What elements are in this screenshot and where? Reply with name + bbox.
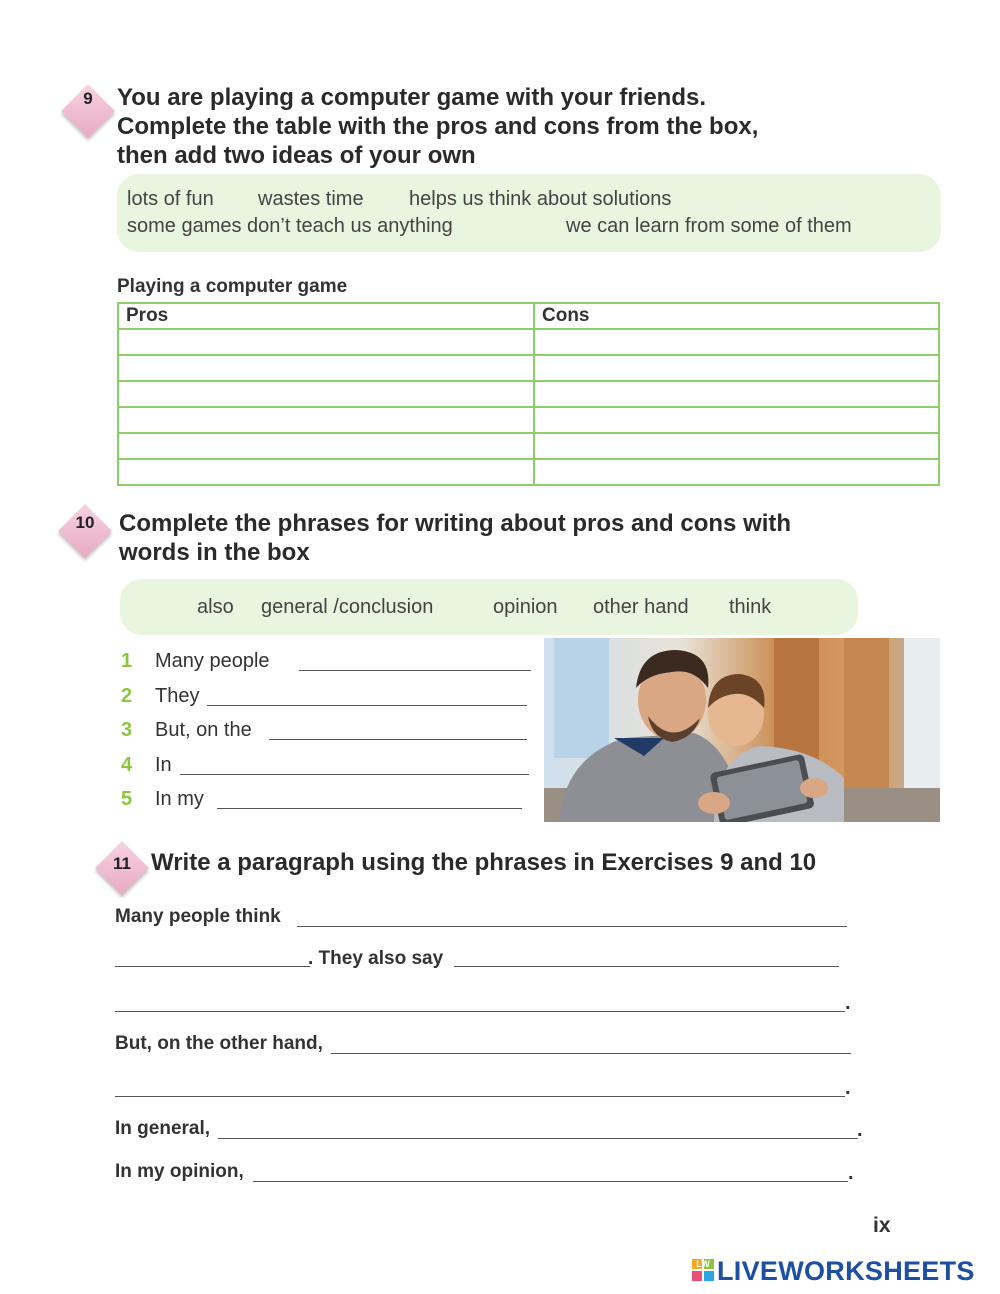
period: . xyxy=(857,1119,863,1141)
table-row xyxy=(118,329,939,355)
cons-cell[interactable] xyxy=(534,329,939,355)
phrase-item xyxy=(121,754,541,780)
cons-cell[interactable] xyxy=(534,407,939,433)
liveworksheets-logo[interactable] xyxy=(692,1256,992,1286)
word-box-item: some games don’t teach us anything xyxy=(127,215,453,237)
word-box-item: other hand xyxy=(593,596,689,618)
word-box-item: we can learn from some of them xyxy=(566,215,852,237)
cons-cell[interactable] xyxy=(534,433,939,459)
pros-cell[interactable] xyxy=(118,329,534,355)
phrase-answer-line[interactable] xyxy=(180,774,529,775)
paragraph-answer-line[interactable] xyxy=(115,1011,845,1012)
paragraph-answer-line[interactable] xyxy=(115,1096,845,1097)
phrase-text: In my xyxy=(155,788,204,810)
period: . xyxy=(845,1077,851,1099)
paragraph-answer-line[interactable] xyxy=(115,966,310,967)
ex9-title xyxy=(117,83,937,170)
phrase-number: 1 xyxy=(121,650,133,672)
ex9-word-box xyxy=(117,174,941,252)
ex10-word-box xyxy=(120,579,858,635)
paragraph-answer-line[interactable] xyxy=(331,1053,851,1054)
cons-cell[interactable] xyxy=(534,459,939,485)
phrase-number: 4 xyxy=(121,754,133,776)
word-box-item: wastes time xyxy=(258,188,364,210)
ex10-title-line: words in the box xyxy=(119,539,310,566)
pros-cell[interactable] xyxy=(118,459,534,485)
table-header-row xyxy=(118,303,939,329)
phrase-number: 5 xyxy=(121,788,133,810)
pros-cons-table xyxy=(117,302,940,486)
pros-cell[interactable] xyxy=(118,433,534,459)
pros-header: Pros xyxy=(118,303,534,329)
table-row xyxy=(118,355,939,381)
table-caption: Playing a computer game xyxy=(117,276,348,297)
paragraph-prompt: Many people think xyxy=(115,906,281,927)
phrase-number: 2 xyxy=(121,685,133,707)
table-row xyxy=(118,407,939,433)
ex11-title: Write a paragraph using the phrases in Exercises 9 and 10 xyxy=(151,849,817,876)
ex10-badge xyxy=(57,503,113,559)
ex9-title-line: You are playing a computer game with your friends. xyxy=(117,84,707,111)
table-row xyxy=(118,381,939,407)
phrase-text: In xyxy=(155,754,172,776)
cons-cell[interactable] xyxy=(534,355,939,381)
period: . xyxy=(848,1162,854,1184)
word-box-item: helps us think about solutions xyxy=(409,188,672,210)
table-row xyxy=(118,433,939,459)
phrase-item xyxy=(121,650,541,676)
logo-letters: LW xyxy=(696,1259,710,1269)
word-box-item: opinion xyxy=(493,596,558,618)
phrase-answer-line[interactable] xyxy=(269,739,527,740)
word-box-item: also xyxy=(197,596,234,618)
ex9-badge xyxy=(60,83,116,139)
phrase-answer-line[interactable] xyxy=(217,808,522,809)
pros-cell[interactable] xyxy=(118,381,534,407)
paragraph-answer-line[interactable] xyxy=(297,926,847,927)
page-number: ix xyxy=(873,1214,891,1237)
ex10-title-line: Complete the phrases for writing about pros and cons with xyxy=(119,510,792,537)
ex9-title-line: Complete the table with the pros and cons from the box, xyxy=(117,113,759,140)
phrase-item xyxy=(121,788,541,814)
phrase-answer-line[interactable] xyxy=(299,670,531,671)
cons-header: Cons xyxy=(534,303,939,329)
paragraph-answer-line[interactable] xyxy=(454,966,839,967)
period: . xyxy=(845,992,851,1014)
ex9-number: 9 xyxy=(83,89,93,108)
table-row xyxy=(118,459,939,485)
ex9-title-line: then add two ideas of your own xyxy=(117,142,476,169)
phrase-number: 3 xyxy=(121,719,133,741)
phrase-text: They xyxy=(155,685,200,707)
paragraph-prompt: In my opinion, xyxy=(115,1161,244,1182)
father-son-tablet-photo xyxy=(544,638,940,822)
ex10-title xyxy=(119,509,939,567)
phrase-item xyxy=(121,719,541,745)
ex10-number: 10 xyxy=(75,513,95,532)
paragraph-prompt: But, on the other hand, xyxy=(115,1033,323,1054)
phrase-item xyxy=(121,685,541,711)
logo-icon xyxy=(692,1259,714,1281)
phrase-text: But, on the xyxy=(155,719,252,741)
paragraph-prompt: . They also say xyxy=(308,948,444,969)
word-box-item: general /conclusion xyxy=(261,596,434,618)
word-box-item: lots of fun xyxy=(127,188,214,210)
phrase-text: Many people xyxy=(155,650,270,672)
cons-cell[interactable] xyxy=(534,381,939,407)
word-box-item: think xyxy=(729,596,772,618)
pros-cell[interactable] xyxy=(118,355,534,381)
paragraph-answer-line[interactable] xyxy=(253,1181,848,1182)
pros-cell[interactable] xyxy=(118,407,534,433)
brand-name: LIVEWORKSHEETS xyxy=(717,1256,975,1286)
paragraph-answer-line[interactable] xyxy=(218,1138,858,1139)
ex11-badge xyxy=(94,840,150,896)
phrase-answer-line[interactable] xyxy=(207,705,527,706)
ex11-number: 11 xyxy=(113,854,131,873)
paragraph-prompt: In general, xyxy=(115,1118,211,1139)
